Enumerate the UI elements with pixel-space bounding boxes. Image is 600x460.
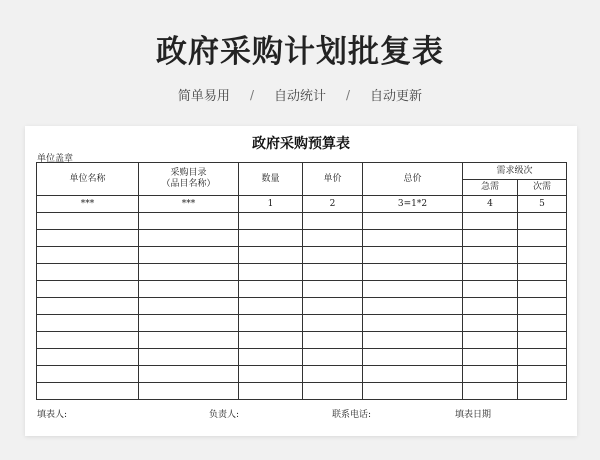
table-cell [303, 332, 363, 349]
table-cell [463, 247, 518, 264]
footer-filler: 填表人: [37, 410, 68, 420]
table-cell [363, 366, 463, 383]
table-cell [37, 213, 139, 230]
header-quantity: 数量 [239, 163, 303, 196]
table-cell [239, 247, 303, 264]
table-row [37, 332, 567, 349]
footer-date: 填表日期 [455, 410, 492, 420]
table-cell [363, 247, 463, 264]
header-demand-level: 需求级次 [463, 163, 567, 180]
header-catalog-line1: 采购目录 [170, 168, 207, 178]
table-row [37, 349, 567, 366]
table-cell [518, 213, 567, 230]
table-cell [303, 349, 363, 366]
document-title: 政府采购预算表 [252, 136, 350, 152]
table-cell [518, 383, 567, 400]
table-cell [303, 298, 363, 315]
table-cell [239, 230, 303, 247]
table-cell [363, 230, 463, 247]
table-cell [518, 366, 567, 383]
table-cell [363, 332, 463, 349]
table-cell [303, 383, 363, 400]
table-cell [303, 247, 363, 264]
header-total: 总价 [363, 163, 463, 196]
table-cell [518, 230, 567, 247]
table-cell [518, 247, 567, 264]
table-row [37, 281, 567, 298]
header-secondary: 次需 [518, 180, 567, 196]
table-cell: 5 [518, 196, 567, 213]
table-cell [239, 366, 303, 383]
table-cell [463, 332, 518, 349]
header-unit-name: 单位名称 [37, 163, 139, 196]
tag-auto-update: 自动更新 [370, 89, 423, 104]
table-cell [518, 264, 567, 281]
table-cell [303, 366, 363, 383]
tag-separator: / [346, 87, 351, 102]
table-cell [239, 315, 303, 332]
table-cell [363, 298, 463, 315]
table-cell [139, 264, 239, 281]
signature-footer [37, 407, 567, 421]
table-cell [463, 298, 518, 315]
page-title: 政府采购计划批复表 [156, 34, 444, 70]
table-cell [37, 264, 139, 281]
table-cell [363, 349, 463, 366]
table-cell [518, 298, 567, 315]
table-cell [463, 213, 518, 230]
table-cell [139, 349, 239, 366]
table-cell [518, 315, 567, 332]
table-cell [239, 298, 303, 315]
table-cell [463, 264, 518, 281]
table-row [37, 247, 567, 264]
table-cell [303, 281, 363, 298]
table-cell: 1 [239, 196, 303, 213]
table-cell: *** [37, 196, 139, 213]
index-row [37, 196, 567, 213]
table-cell [139, 230, 239, 247]
table-header-row [37, 163, 567, 180]
footer-responsible: 负责人: [209, 410, 240, 420]
table-cell [363, 383, 463, 400]
table-cell [463, 349, 518, 366]
table-cell [303, 264, 363, 281]
table-cell [303, 230, 363, 247]
table-cell [463, 315, 518, 332]
table-cell: 4 [463, 196, 518, 213]
table-row [37, 298, 567, 315]
table-cell [363, 213, 463, 230]
table-cell [239, 213, 303, 230]
table-cell: 3=1*2 [363, 196, 463, 213]
table-cell [239, 349, 303, 366]
header-unit-price: 单价 [303, 163, 363, 196]
table-cell: *** [139, 196, 239, 213]
table-cell [363, 264, 463, 281]
table-cell [37, 315, 139, 332]
table-cell [37, 366, 139, 383]
table-cell [518, 281, 567, 298]
table-cell [37, 349, 139, 366]
table-cell [139, 298, 239, 315]
table-cell [239, 264, 303, 281]
table-cell: 2 [303, 196, 363, 213]
table-cell [37, 247, 139, 264]
unit-seal-label: 单位盖章 [37, 154, 74, 164]
table-row [37, 230, 567, 247]
table-cell [303, 315, 363, 332]
table-cell [139, 332, 239, 349]
table-cell [37, 332, 139, 349]
header-urgent: 急需 [463, 180, 518, 196]
tag-separator: / [249, 87, 254, 102]
table-cell [37, 298, 139, 315]
feature-tagline [0, 85, 600, 104]
tag-auto-stat: 自动统计 [273, 89, 326, 104]
table-cell [363, 281, 463, 298]
table-row [37, 383, 567, 400]
header-catalog [139, 163, 239, 196]
table-cell [239, 332, 303, 349]
table-cell [518, 349, 567, 366]
table-row [37, 366, 567, 383]
table-cell [239, 281, 303, 298]
table-cell [139, 213, 239, 230]
table-cell [363, 315, 463, 332]
table-cell [518, 332, 567, 349]
tag-easy: 简单易用 [177, 89, 230, 104]
table-cell [37, 383, 139, 400]
table-cell [463, 366, 518, 383]
table-cell [239, 383, 303, 400]
footer-phone: 联系电话: [332, 410, 372, 420]
table-cell [303, 213, 363, 230]
table-cell [463, 230, 518, 247]
table-row [37, 315, 567, 332]
table-cell [139, 247, 239, 264]
table-cell [463, 281, 518, 298]
table-cell [139, 366, 239, 383]
table-cell [139, 315, 239, 332]
header-catalog-line2: （品目名称） [161, 179, 216, 189]
budget-table [36, 162, 567, 400]
table-cell [139, 281, 239, 298]
table-row [37, 213, 567, 230]
table-cell [37, 281, 139, 298]
table-cell [37, 230, 139, 247]
document-preview-card[interactable] [25, 126, 577, 436]
table-cell [463, 383, 518, 400]
table-cell [139, 383, 239, 400]
table-row [37, 264, 567, 281]
